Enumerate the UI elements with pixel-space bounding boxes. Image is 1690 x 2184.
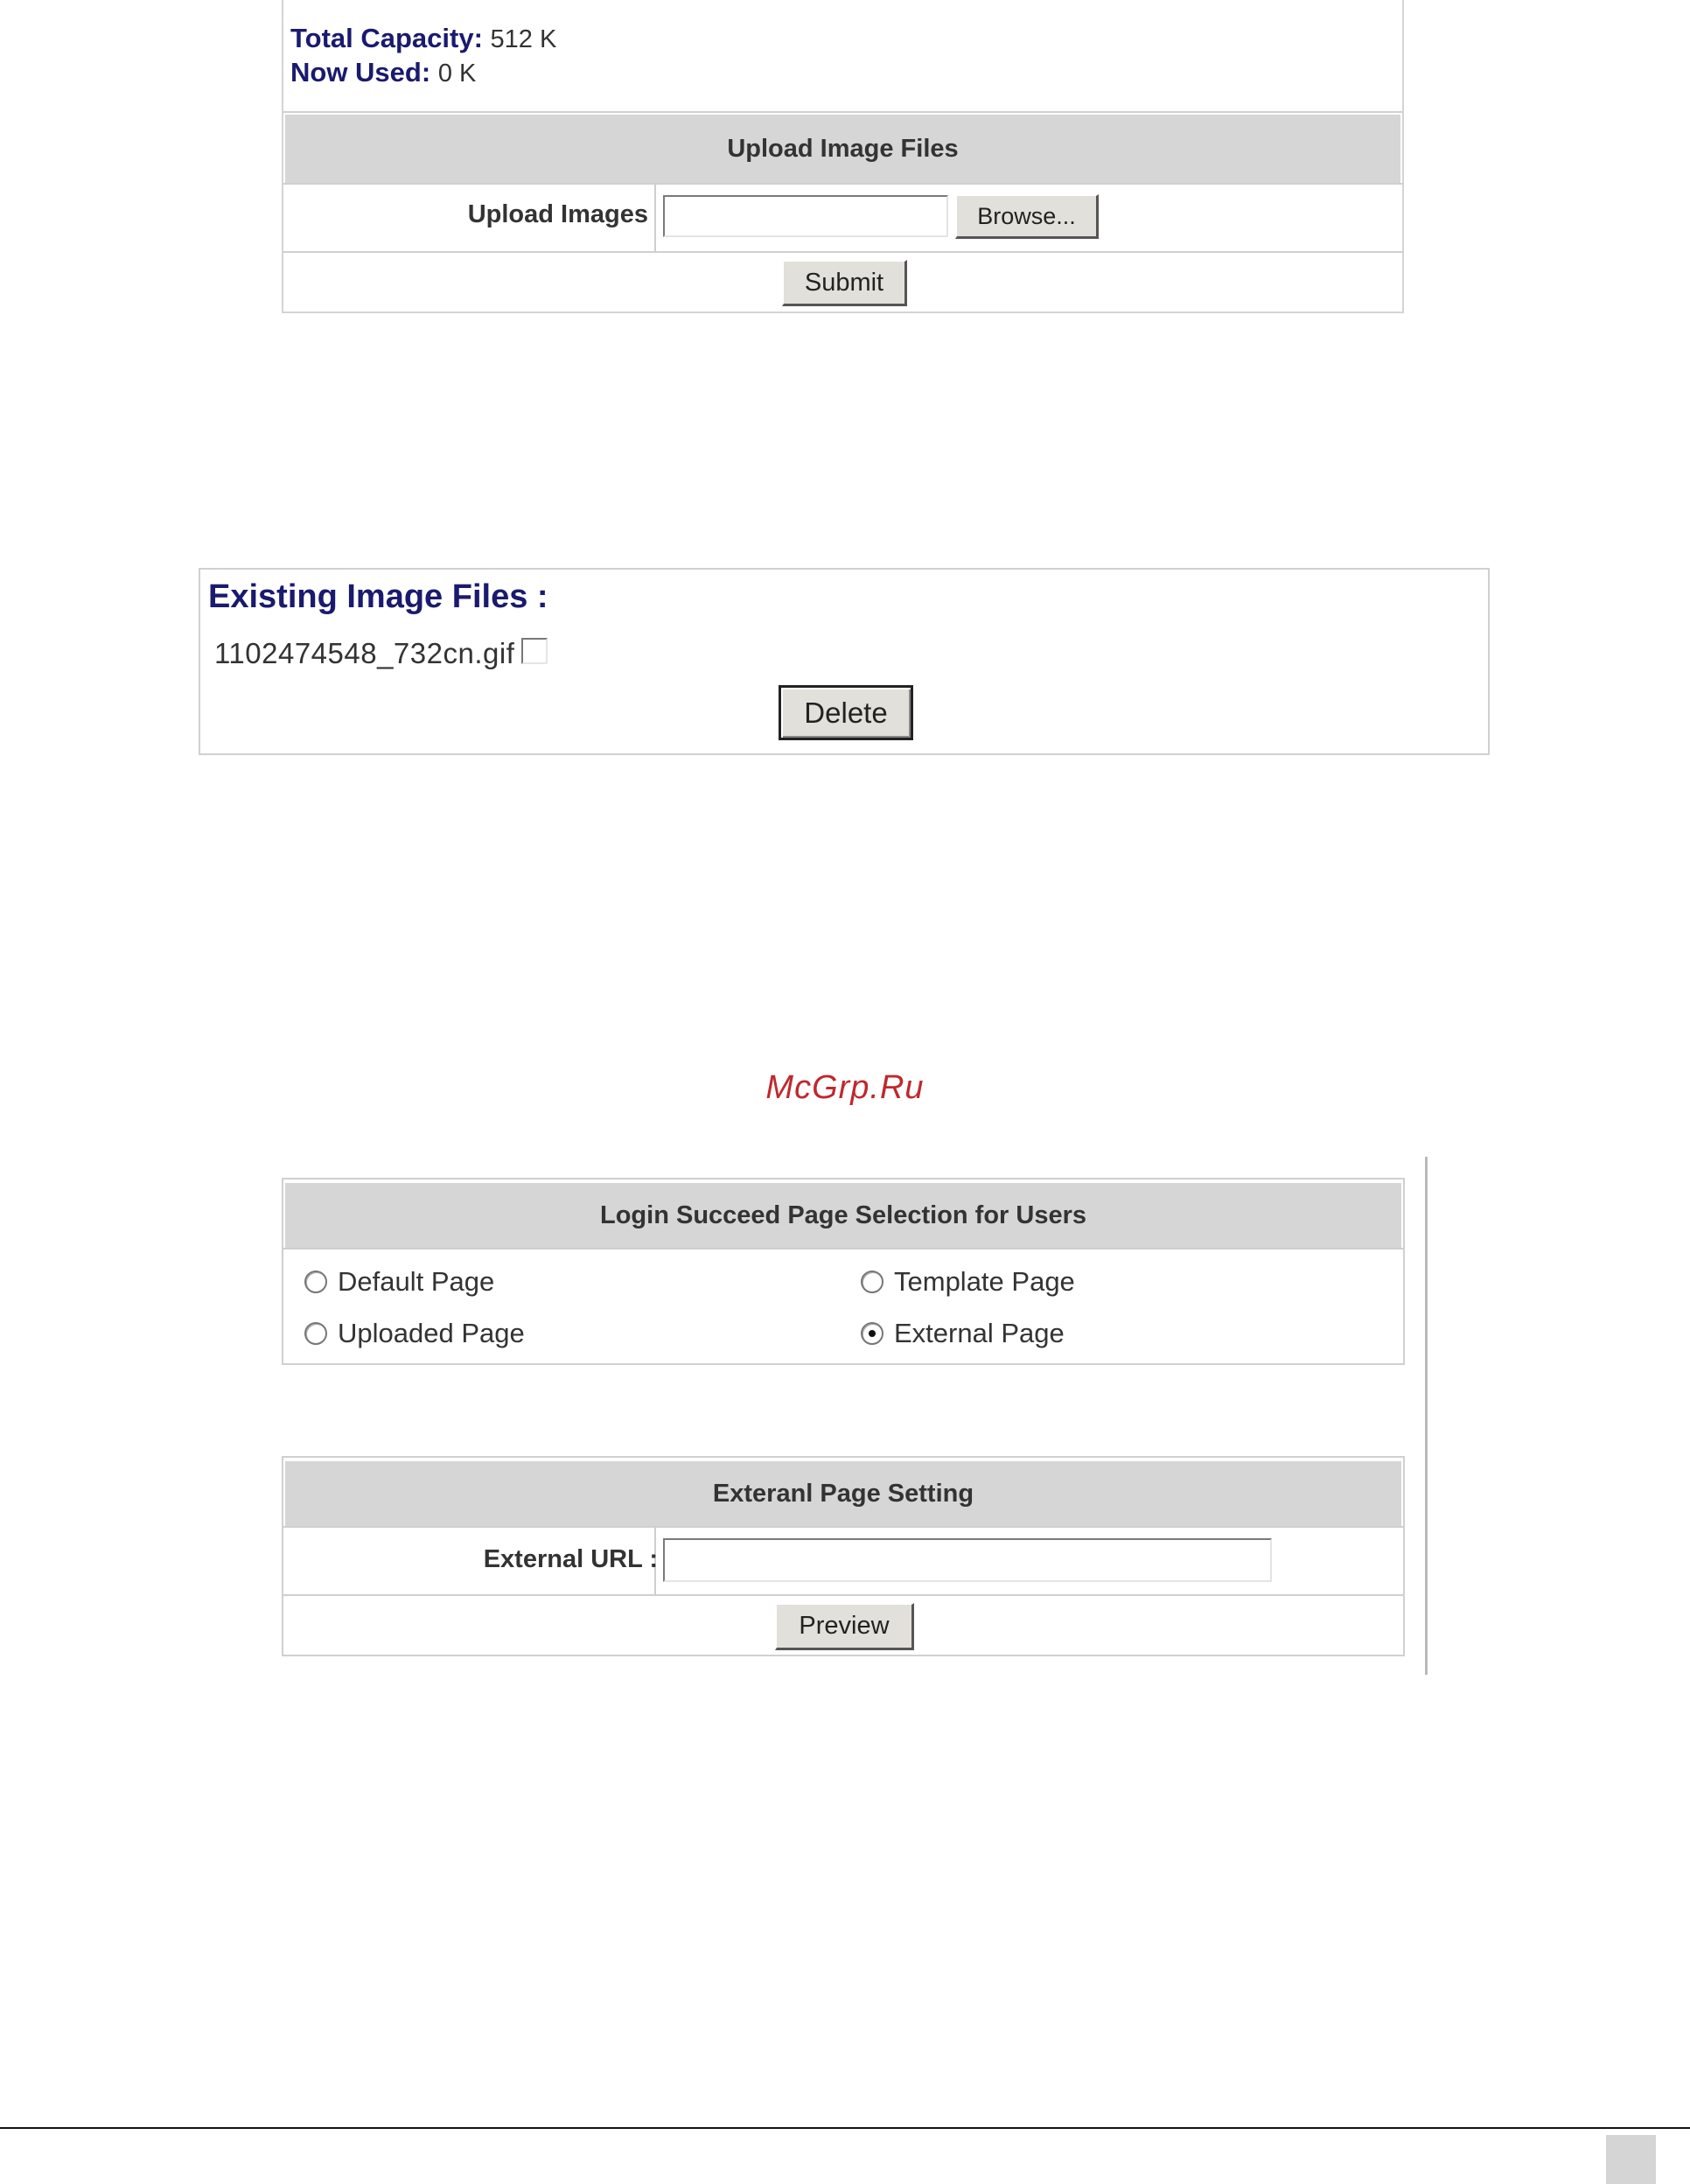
option-label: Uploaded Page [338, 1318, 525, 1348]
total-capacity [290, 23, 556, 54]
list-item [214, 636, 548, 671]
browse-button[interactable]: Browse... [955, 194, 1099, 239]
divider [283, 1594, 1403, 1596]
upload-file-input[interactable] [663, 195, 948, 237]
option-uploaded-page[interactable] [304, 1318, 525, 1349]
option-external-page[interactable] [861, 1318, 1065, 1349]
footer-rule [0, 2127, 1690, 2129]
upload-panel [282, 0, 1404, 313]
page-number-box [1606, 2135, 1656, 2184]
file-name: 1102474548_732cn.gif [214, 637, 515, 669]
radio-template-page[interactable] [861, 1270, 883, 1293]
preview-button[interactable]: Preview [775, 1603, 914, 1650]
watermark: McGrp.Ru [765, 1069, 925, 1106]
external-setting-title: Exteranl Page Setting [285, 1461, 1401, 1526]
divider [283, 251, 1402, 253]
divider [283, 111, 1402, 113]
delete-button[interactable]: Delete [779, 685, 913, 740]
now-used [290, 57, 476, 88]
upload-images-label: Upload Images [467, 200, 648, 228]
divider [283, 1248, 1403, 1250]
external-setting-panel [282, 1456, 1405, 1656]
total-capacity-value: 512 K [490, 25, 557, 53]
external-url-label: External URL : [483, 1545, 658, 1573]
radio-external-page[interactable] [861, 1322, 883, 1345]
divider [283, 1526, 1403, 1528]
option-label: Default Page [338, 1266, 495, 1297]
radio-uploaded-page[interactable] [304, 1322, 327, 1345]
file-select-checkbox[interactable] [521, 638, 548, 664]
existing-files-title: Existing Image Files : [208, 578, 548, 615]
external-url-input[interactable] [663, 1538, 1272, 1582]
option-label: External Page [894, 1318, 1065, 1348]
login-selection-title: Login Succeed Page Selection for Users [285, 1183, 1401, 1248]
option-default-page[interactable] [304, 1266, 494, 1298]
divider [654, 185, 656, 251]
login-selection-panel [282, 1178, 1405, 1365]
upload-section-title: Upload Image Files [285, 115, 1400, 183]
submit-button[interactable]: Submit [782, 260, 907, 306]
option-label: Template Page [894, 1266, 1075, 1297]
option-template-page[interactable] [861, 1266, 1075, 1298]
now-used-value: 0 K [437, 60, 477, 88]
divider [283, 183, 1402, 185]
total-capacity-label: Total Capacity: [290, 23, 483, 53]
now-used-label: Now Used: [290, 57, 431, 88]
radio-default-page[interactable] [304, 1270, 327, 1293]
existing-files-panel [199, 568, 1490, 755]
